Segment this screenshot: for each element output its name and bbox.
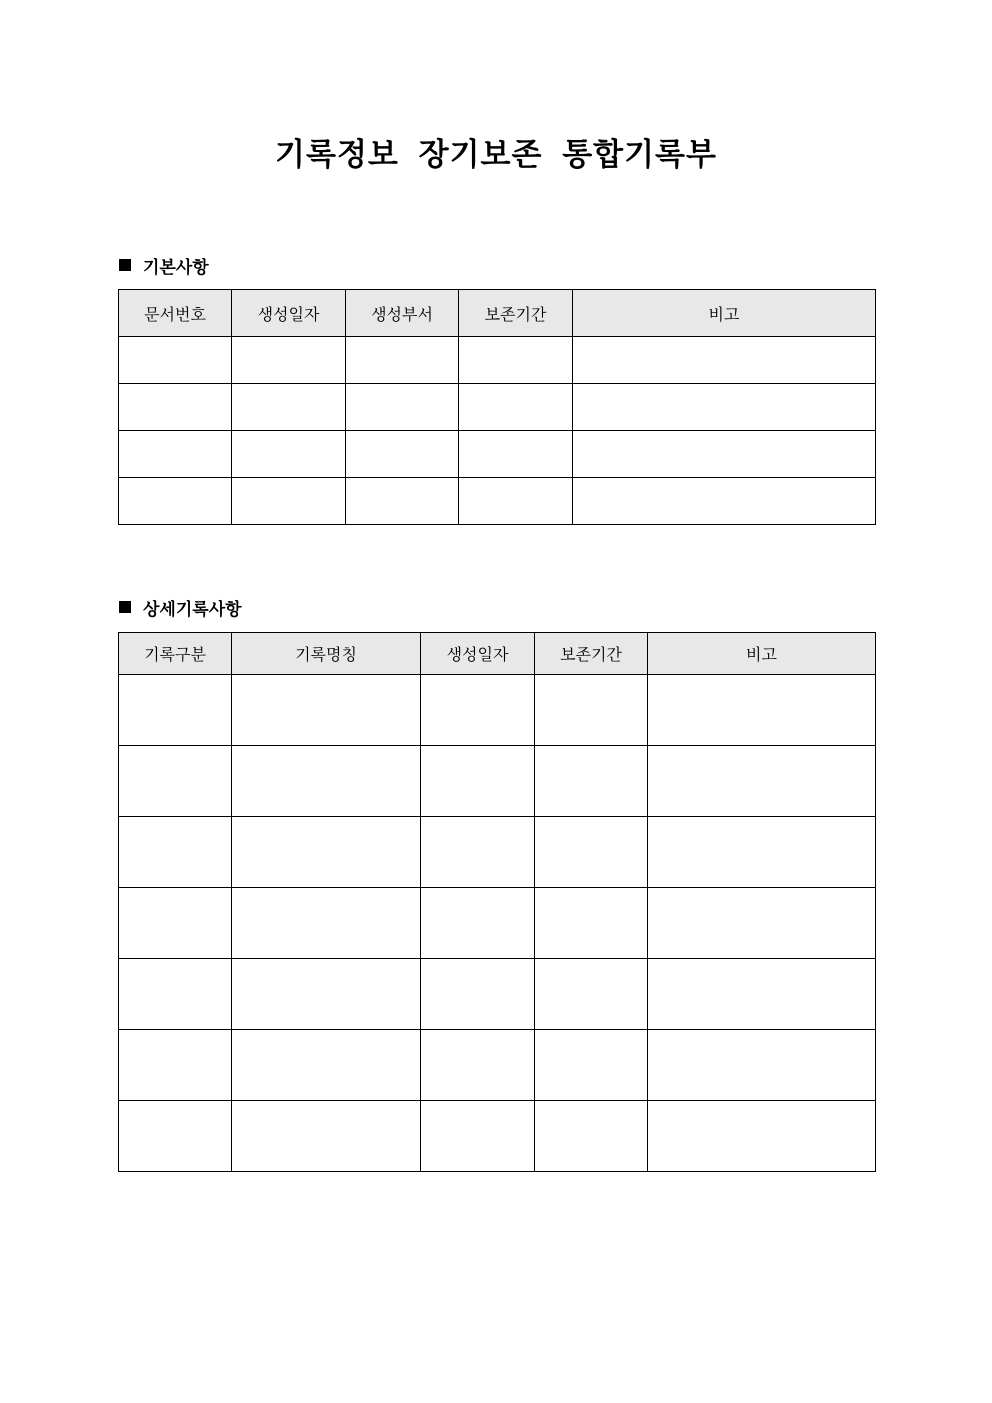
column-header-remarks: 비고 xyxy=(648,633,876,675)
table-cell[interactable] xyxy=(535,1101,648,1172)
table-cell[interactable] xyxy=(535,817,648,888)
table-cell[interactable] xyxy=(346,384,459,431)
column-header-creating-department: 생성부서 xyxy=(346,290,459,337)
table-cell[interactable] xyxy=(232,337,346,384)
table-row xyxy=(119,431,876,478)
basic-table-header-row xyxy=(119,290,876,337)
table-cell[interactable] xyxy=(535,746,648,817)
table-cell[interactable] xyxy=(119,959,232,1030)
table-cell[interactable] xyxy=(346,478,459,525)
square-bullet-icon xyxy=(119,259,131,271)
table-cell[interactable] xyxy=(232,675,421,746)
table-cell[interactable] xyxy=(648,675,876,746)
table-cell[interactable] xyxy=(459,384,573,431)
column-header-remarks: 비고 xyxy=(573,290,876,337)
table-cell[interactable] xyxy=(232,1030,421,1101)
table-row xyxy=(119,337,876,384)
table-cell[interactable] xyxy=(535,675,648,746)
table-row xyxy=(119,478,876,525)
table-cell[interactable] xyxy=(119,1030,232,1101)
table-cell[interactable] xyxy=(648,746,876,817)
table-cell[interactable] xyxy=(232,384,346,431)
table-cell[interactable] xyxy=(459,337,573,384)
table-cell[interactable] xyxy=(232,817,421,888)
basic-section-heading xyxy=(119,253,209,277)
table-cell[interactable] xyxy=(648,1101,876,1172)
table-cell[interactable] xyxy=(648,959,876,1030)
table-cell[interactable] xyxy=(648,888,876,959)
detail-section-heading xyxy=(119,595,242,619)
detail-section-title: 상세기록사항 xyxy=(143,599,242,620)
table-cell[interactable] xyxy=(119,888,232,959)
table-cell[interactable] xyxy=(119,431,232,478)
column-header-retention-period: 보존기간 xyxy=(535,633,648,675)
column-header-creation-date: 생성일자 xyxy=(232,290,346,337)
table-cell[interactable] xyxy=(535,1030,648,1101)
column-header-record-name: 기록명칭 xyxy=(232,633,421,675)
table-cell[interactable] xyxy=(421,746,535,817)
table-cell[interactable] xyxy=(573,431,876,478)
table-cell[interactable] xyxy=(421,959,535,1030)
table-cell[interactable] xyxy=(421,1030,535,1101)
table-cell[interactable] xyxy=(119,478,232,525)
table-row xyxy=(119,675,876,746)
table-cell[interactable] xyxy=(119,384,232,431)
table-cell[interactable] xyxy=(232,478,346,525)
table-cell[interactable] xyxy=(648,817,876,888)
table-cell[interactable] xyxy=(535,959,648,1030)
table-cell[interactable] xyxy=(232,746,421,817)
table-cell[interactable] xyxy=(648,1030,876,1101)
table-row xyxy=(119,384,876,431)
square-bullet-icon xyxy=(119,601,131,613)
table-cell[interactable] xyxy=(573,337,876,384)
table-cell[interactable] xyxy=(232,1101,421,1172)
column-header-retention-period: 보존기간 xyxy=(459,290,573,337)
table-cell[interactable] xyxy=(421,675,535,746)
table-cell[interactable] xyxy=(459,431,573,478)
table-cell[interactable] xyxy=(232,888,421,959)
detail-table-header-row xyxy=(119,633,876,675)
table-row xyxy=(119,959,876,1030)
table-cell[interactable] xyxy=(459,478,573,525)
table-cell[interactable] xyxy=(573,478,876,525)
table-cell[interactable] xyxy=(421,888,535,959)
table-cell[interactable] xyxy=(421,1101,535,1172)
table-row xyxy=(119,888,876,959)
table-cell[interactable] xyxy=(119,817,232,888)
table-row xyxy=(119,746,876,817)
table-cell[interactable] xyxy=(119,675,232,746)
table-cell[interactable] xyxy=(346,337,459,384)
table-cell[interactable] xyxy=(119,746,232,817)
table-cell[interactable] xyxy=(232,431,346,478)
table-row xyxy=(119,817,876,888)
page-title: 기록정보 장기보존 통합기록부 xyxy=(275,137,717,173)
detail-records-table xyxy=(118,632,876,1172)
table-cell[interactable] xyxy=(535,888,648,959)
basic-info-table xyxy=(118,289,876,525)
column-header-record-type: 기록구분 xyxy=(119,633,232,675)
table-cell[interactable] xyxy=(119,1101,232,1172)
table-cell[interactable] xyxy=(573,384,876,431)
table-row xyxy=(119,1101,876,1172)
table-cell[interactable] xyxy=(119,337,232,384)
table-cell[interactable] xyxy=(421,817,535,888)
column-header-creation-date: 생성일자 xyxy=(421,633,535,675)
table-cell[interactable] xyxy=(346,431,459,478)
basic-section-title: 기본사항 xyxy=(143,257,209,278)
table-row xyxy=(119,1030,876,1101)
column-header-document-number: 문서번호 xyxy=(119,290,232,337)
table-cell[interactable] xyxy=(232,959,421,1030)
